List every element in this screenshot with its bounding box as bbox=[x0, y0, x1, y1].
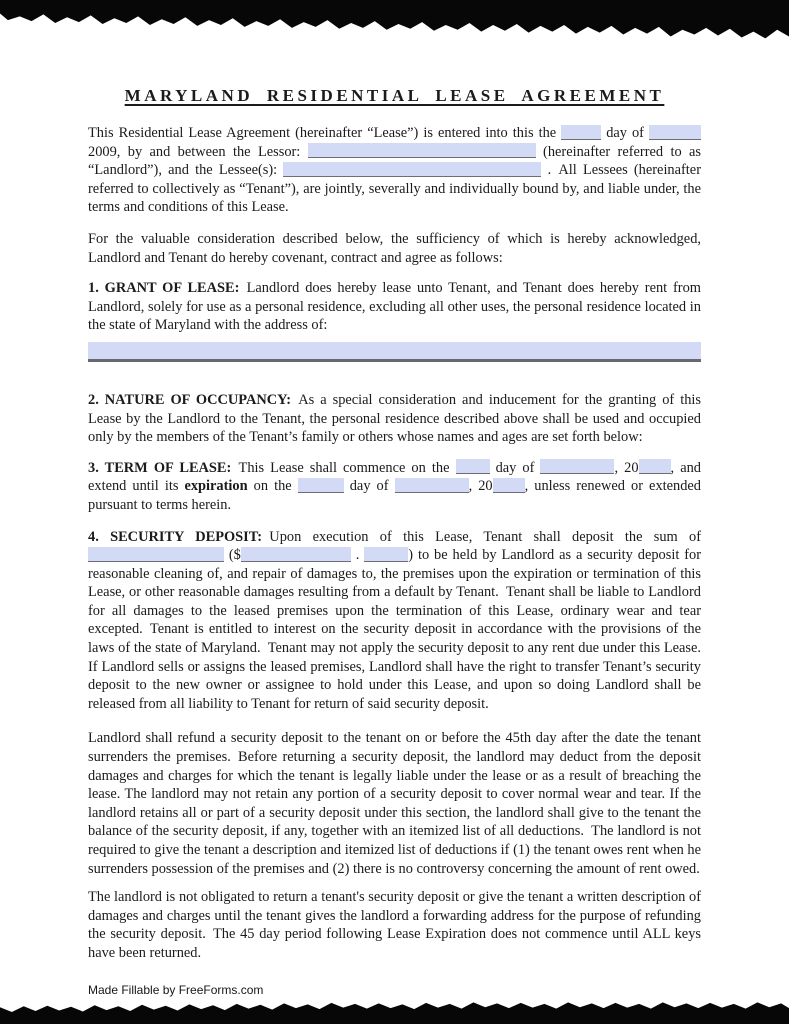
document-title: MARYLAND RESIDENTIAL LEASE AGREEMENT bbox=[124, 86, 665, 105]
execution-month-field[interactable] bbox=[649, 125, 701, 140]
commencement-month-field[interactable] bbox=[540, 459, 614, 474]
section-grant-of-lease: 1. GRANT OF LEASE: Landlord does hereby lease unto Tenant, and Tenant does hereby rent from Landlord, solely for use as a personal residence, excluding all other uses, the personal residence located in the state of Maryland with the address of: bbox=[88, 280, 701, 334]
deposit-cents-field[interactable] bbox=[364, 547, 408, 562]
execution-day-field[interactable] bbox=[561, 125, 601, 140]
lessor-name-field[interactable] bbox=[308, 143, 536, 158]
bold-run: expiration bbox=[184, 478, 248, 495]
section-security-deposit: 4. SECURITY DEPOSIT: Upon execution of this Lease, Tenant shall deposit the sum of ($ . ) to be held by Landlord as a security deposit for reasonable cleaning of, and repair of damages to, the premises upon the expiration or termination of this Lease, or other reasonable damages resulting from a default by Tenant. Tenant shall be liable to Landlord for all damages to the leased premises upon the termination of this Lease, ordinary wear and tear excepted. Tenant is entitled to interest on the security deposit in accordance with the provisions of the laws of the state of Maryland. Tenant may not apply the security deposit to any rent due under this Lease. If Landlord sells or assigns the leased premises, Landlord shall have the right to transfer Tenant’s security deposit to the new owner or assignee to hold under this Lease, and upon so doing Landlord shall be released from all liability to Tenant for return of said security deposit. bbox=[88, 528, 701, 712]
bold-run: 3. TERM OF LEASE: bbox=[88, 459, 232, 476]
deposit-refund-paragraph: Landlord shall refund a security deposit to the tenant on or before the 45th day after the date the tenant surrenders the premises. Before returning a security deposit, the landlord may deduct from the deposit damages and charges for which the tenant is legally liable under the lease or as a result of breaching the lease. The landlord may not retain any portion of a security deposit to cover normal wear and tear. If the landlord retains all or part of a security deposit under this section, the landlord shall give to the tenant the balance of the security deposit, if any, together with an itemized list of all deductions. The landlord is not required to give the tenant a description and itemized list of deductions if (1) the tenant owes rent when he surrenders possession of the premises and (2) there is no controversy concerning the amount of rent owed. bbox=[88, 730, 701, 877]
document-body bbox=[88, 0, 701, 997]
property-address-field[interactable] bbox=[88, 342, 701, 362]
forwarding-address-paragraph: The landlord is not obligated to return a tenant's security deposit or give the tenant a written description of damages and charges until the tenant gives the landlord a forwarding address for the purpose of refunding the security deposit. The 45 day period following Lease Expiration does not commence until ALL keys have been returned. bbox=[88, 889, 701, 961]
intro-paragraph: This Residential Lease Agreement (hereinafter “Lease”) is entered into this the day of 2009, by and between the Lessor: (hereinafter referred to as “Landlord”), and the Lessee(s): . All Lessees (hereinafter referred to collectively as “Tenant”), are jointly, severally and individually bound by, and liable under, the terms and conditions of this Lease. bbox=[88, 125, 701, 216]
consideration-paragraph: For the valuable consideration described below, the sufficiency of which is hereby acknowledged, Landlord and Tenant do hereby covenant, contract and agree as follows: bbox=[88, 230, 701, 266]
bold-run: 2. NATURE OF OCCUPANCY: bbox=[88, 391, 292, 408]
expiration-year-field[interactable] bbox=[493, 478, 525, 493]
footer-credit: Made Fillable by FreeForms.com bbox=[88, 983, 264, 997]
scan-edge-bottom bbox=[0, 1000, 789, 1024]
section-term-of-lease: 3. TERM OF LEASE: This Lease shall commence on the day of , 20 , and extend until its expiration on the day of , 20 , unless renewed or extended pursuant to terms herein. bbox=[88, 459, 701, 513]
bold-run: 4. SECURITY DEPOSIT: bbox=[88, 528, 263, 545]
lessee-names-field[interactable] bbox=[283, 162, 541, 177]
deposit-dollars-field[interactable] bbox=[241, 547, 351, 562]
commencement-day-field[interactable] bbox=[456, 459, 490, 474]
commencement-year-field[interactable] bbox=[639, 459, 671, 474]
bold-run: 1. GRANT OF LEASE: bbox=[88, 280, 240, 297]
deposit-amount-words-field[interactable] bbox=[88, 547, 224, 562]
section-nature-of-occupancy: 2. NATURE OF OCCUPANCY: As a special consideration and inducement for the granting of this Lease by the Landlord to the Tenant, the personal residence described above shall be used and occupied only by the members of the Tenant’s family or others whose names and ages are set forth below: bbox=[88, 391, 701, 446]
expiration-day-field[interactable] bbox=[298, 478, 344, 493]
expiration-month-field[interactable] bbox=[395, 478, 469, 493]
